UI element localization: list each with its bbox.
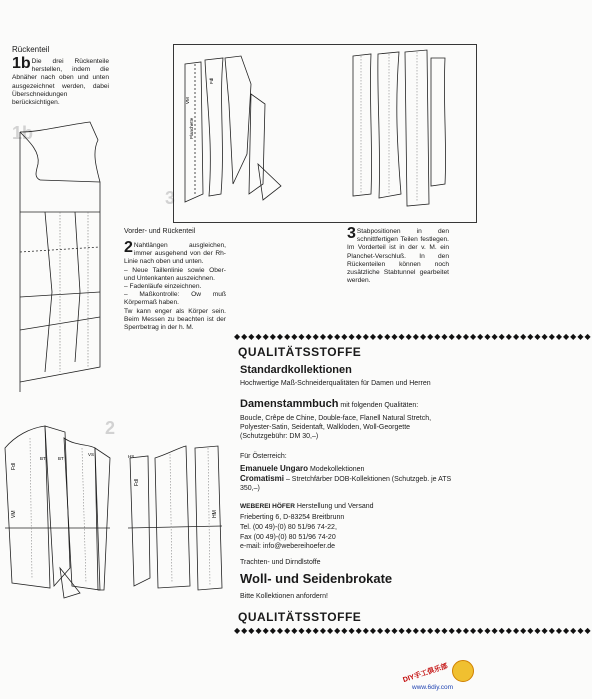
step-3 (347, 225, 449, 285)
label-bt-2a: BT (40, 456, 46, 461)
pattern-figure-1b (0, 112, 120, 402)
label-planchette: Planchette (189, 117, 194, 139)
label-hm: HM (212, 510, 218, 518)
step-1b-text: Die drei Rückenteile herstellen, indem die Abnäher nach oben und unten ausgezeichnet werden, dabei Überschneidungen berücksichtigen. (12, 58, 109, 107)
ad-diamond-rule-top: ◆◆◆◆◆◆◆◆◆◆◆◆◆◆◆◆◆◆◆◆◆◆◆◆◆◆◆◆◆◆◆◆◆◆◆◆◆◆◆◆◆◆◆◆◆◆◆◆◆◆ (234, 332, 592, 341)
ad-email[interactable]: e-mail: info@webereihoefer.de (240, 543, 336, 550)
ad-header-top: QUALITÄTSSTOFFE (238, 345, 362, 359)
label-vs: VS (88, 452, 95, 457)
watermark-logo-icon (452, 660, 474, 682)
label-fdl-2a: Fdl (11, 463, 17, 470)
label-fdl-3: Fdl (209, 77, 214, 84)
ad-fax: Fax (00 49)-(0) 80 51/96 74-20 (240, 534, 336, 541)
ad-austria: Für Österreich: (240, 453, 287, 460)
ad-damen-title: Damenstammbuch (240, 398, 339, 410)
ad-standard-text: Hochwertige Maß-Schneiderqualitäten für Damen und Herren (240, 380, 431, 387)
step-3-text: Stabpositionen in den schnittfertigen Teilen festlegen. Im Vorderteil ist in der v. M. ein Planchet-Verschluß. In den Rückenteilen können noch zusätzliche Stabtunnel gearbeitet werden. (347, 228, 449, 285)
step-2-line-5: Tw kann enger als Körper sein. Beim Messen zu beachten ist der Sperrbetrag in der h. M. (124, 307, 226, 332)
ad-company (240, 503, 374, 510)
ad-ungaro-text: Modekollektionen (309, 466, 365, 473)
step-3-number: 3 (347, 225, 356, 242)
ad-woll-title: Woll- und Seidenbrokate (240, 571, 393, 586)
watermark-line-2: www.6diy.com (412, 684, 454, 691)
step-1b-number: 1b (12, 55, 31, 72)
ad-trachten: Trachten- und Dirndlstoffe (240, 559, 321, 566)
pattern-figure-2 (0, 418, 225, 603)
ad-ungaro (240, 464, 364, 473)
ad-cromatismi (240, 474, 462, 493)
step-2 (124, 239, 226, 332)
watermark (402, 660, 480, 696)
label-vm-2: VM (11, 510, 17, 518)
ad-ungaro-name: Emanuele Ungaro (240, 464, 309, 473)
label-vm-3: VM (185, 97, 190, 104)
ad-cromatismi-name: Cromatismi (240, 474, 285, 483)
ad-tel: Tel. (00 49)-(0) 80 51/96 74-22, (240, 524, 337, 531)
ad-cromatismi-text: – Stretchfärber DOB-Kollektionen (Schutzgeb. je ATS 350,–) (240, 476, 452, 492)
step-2-line-4: – Maßkontrolle: Ow muß Körpermaß haben. (124, 291, 226, 307)
label-hs: HS (128, 454, 135, 459)
label-bt-2b: BT (58, 456, 64, 461)
step-2-number: 2 (124, 239, 133, 256)
ad-damen (240, 398, 465, 410)
section-title: Rückenteil (12, 45, 50, 54)
ad-header-bottom: QUALITÄTSSTOFFE (238, 610, 362, 624)
ad-standard-title: Standardkollektionen (240, 364, 352, 376)
vorder-title: Vorder- und Rückenteil (124, 228, 196, 235)
label-fdl-2b: Fdl (134, 479, 140, 486)
step-1b (12, 55, 109, 107)
ad-diamond-rule-bottom: ◆◆◆◆◆◆◆◆◆◆◆◆◆◆◆◆◆◆◆◆◆◆◆◆◆◆◆◆◆◆◆◆◆◆◆◆◆◆◆◆◆◆◆◆◆◆◆◆◆◆ (234, 626, 592, 635)
ad-damen-text: Boucle, Crêpe de Chine, Double-face, Flanell Natural Stretch, Polyester-Satin, Seidentaft, Walkloden, Woll-Georgette (Schutzgebühr: DM 30,–) (240, 415, 432, 440)
figure-label-2: 2 (105, 418, 116, 438)
pattern-figure-3 (173, 44, 478, 224)
ad-damen-suffix: mit folgenden Qualitäten: (340, 402, 419, 409)
ad-company-suffix: Herstellung und Versand (296, 503, 374, 510)
figure-label-1b: 1b (12, 123, 34, 143)
ad-address: Frieberting 6, D-83254 Breitbrunn (240, 514, 345, 521)
step-2-line-1: Nahtlängen ausgleichen, immer ausgehend von der Rh-Linie nach oben und unten. (124, 242, 226, 266)
watermark-line-1: DIY手工俱乐部 (402, 662, 449, 685)
step-2-line-2: – Neue Taillenlinie sowie Ober- und Untenkanten auszeichnen. (124, 266, 226, 282)
ad-company-name: WEBEREI HÖFER (240, 503, 295, 510)
step-2-line-3: – Fadenläufe einzeichnen. (124, 283, 202, 291)
figure-label-3: 3 (165, 188, 176, 208)
ad-request: Bitte Kollektionen anfordern! (240, 593, 328, 600)
